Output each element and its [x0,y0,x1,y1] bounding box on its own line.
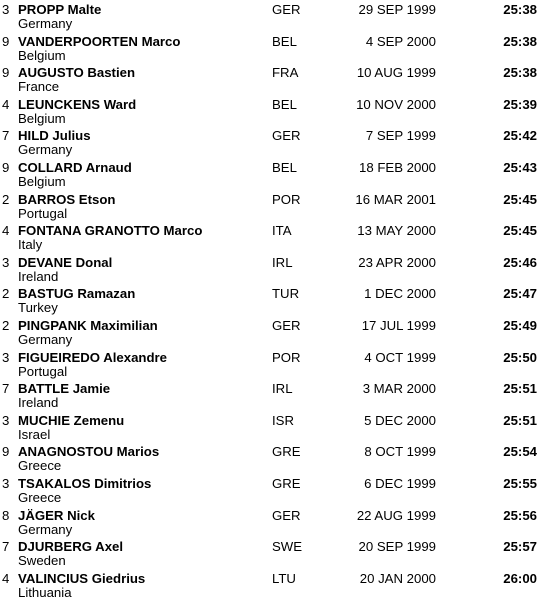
athlete-country: Israel [18,426,51,442]
bib-number: 9 [2,65,10,81]
nation-code: GRE [272,444,301,460]
bib-number: 7 [2,539,10,555]
result-time: 25:57 [503,539,537,555]
result-time: 25:51 [503,412,537,428]
result-row [0,444,560,476]
athlete-name: BASTUG Ramazan [18,286,136,302]
nation-code: GER [272,2,301,17]
athlete-country: Greece [18,458,62,474]
result-time: 25:43 [503,159,537,175]
date-of-birth: 23 APR 2000 [358,254,436,270]
athlete-name: BARROS Etson [18,191,116,207]
athlete-name: JÄGER Nick [18,507,95,523]
athlete-country: Ireland [18,268,59,284]
date-of-birth: 3 MAR 2000 [362,381,436,397]
athlete-name: DJURBERG Axel [18,539,124,555]
athlete-name: COLLARD Arnaud [18,159,132,175]
athlete-name: HILD Julius [18,128,91,144]
athlete-country: Lithuania [18,584,72,600]
result-row [0,381,560,413]
nation-code: BEL [272,96,297,112]
bib-number: 2 [2,317,10,333]
athlete-country: Germany [18,142,73,158]
date-of-birth: 10 AUG 1999 [356,65,436,81]
result-row [0,97,560,129]
result-time: 25:50 [503,349,537,365]
athlete-country: Sweden [18,553,66,569]
date-of-birth: 20 SEP 1999 [358,539,436,555]
bib-number: 4 [2,570,10,586]
date-of-birth: 29 SEP 1999 [358,2,436,17]
bib-number: 7 [2,381,10,397]
nation-code: FRA [272,65,299,81]
result-row [0,413,560,445]
date-of-birth: 13 MAY 2000 [357,223,436,239]
nation-code: IRL [272,254,293,270]
date-of-birth: 6 DEC 1999 [364,475,436,491]
result-time: 25:45 [503,223,537,239]
bib-number: 3 [2,412,10,428]
result-time: 25:39 [503,96,537,112]
date-of-birth: 22 AUG 1999 [356,507,436,523]
nation-code: LTU [272,570,296,586]
bib-number: 3 [2,349,10,365]
result-row [0,65,560,97]
athlete-name: FONTANA GRANOTTO Marco [18,223,203,239]
athlete-name: TSAKALOS Dimitrios [18,475,152,491]
nation-code: ISR [272,412,294,428]
bib-number: 9 [2,159,10,175]
athlete-country: Portugal [18,205,68,221]
date-of-birth: 20 JAN 2000 [359,570,436,586]
athlete-country: Germany [18,16,73,31]
athlete-country: Ireland [18,395,59,411]
athlete-country: Germany [18,331,73,347]
date-of-birth: 4 SEP 2000 [365,33,436,49]
date-of-birth: 18 FEB 2000 [359,159,436,175]
nation-code: POR [272,349,301,365]
nation-code: SWE [272,539,303,555]
result-time: 25:38 [503,65,537,81]
athlete-country: Belgium [18,173,66,189]
bib-number: 4 [2,223,10,239]
results-list [0,2,560,602]
bib-number: 9 [2,33,10,49]
result-time: 26:00 [503,570,537,586]
athlete-name: VALINCIUS Giedrius [18,570,146,586]
date-of-birth: 1 DEC 2000 [364,286,436,302]
athlete-name: LEUNCKENS Ward [18,96,137,112]
result-row [0,2,560,34]
result-time: 25:51 [503,381,537,397]
result-time: 25:46 [503,254,537,270]
result-time: 25:54 [503,444,537,460]
athlete-country: Portugal [18,363,68,379]
bib-number: 3 [2,254,10,270]
date-of-birth: 16 MAR 2001 [355,191,436,207]
nation-code: BEL [272,159,297,175]
nation-code: TUR [272,286,300,302]
result-row [0,34,560,66]
date-of-birth: 17 JUL 1999 [361,317,436,333]
athlete-name: PINGPANK Maximilian [18,317,158,333]
date-of-birth: 8 OCT 1999 [364,444,436,460]
athlete-country: Greece [18,489,62,505]
result-time: 25:38 [503,2,537,17]
nation-code: BEL [272,33,297,49]
nation-code: GER [272,317,301,333]
athlete-country: Italy [18,237,43,253]
date-of-birth: 7 SEP 1999 [365,128,436,144]
athlete-name: DEVANE Donal [18,254,113,270]
athlete-name: VANDERPOORTEN Marco [18,33,181,49]
result-row [0,128,560,160]
result-row [0,255,560,287]
athlete-country: Germany [18,521,73,537]
result-time: 25:49 [503,317,537,333]
result-time: 25:38 [503,33,537,49]
date-of-birth: 4 OCT 1999 [364,349,436,365]
date-of-birth: 5 DEC 2000 [364,412,436,428]
bib-number: 2 [2,191,10,207]
result-row [0,539,560,571]
result-row [0,318,560,350]
result-row [0,160,560,192]
athlete-name: MUCHIE Zemenu [18,412,125,428]
athlete-name: ANAGNOSTOU Marios [18,444,160,460]
bib-number: 8 [2,507,10,523]
result-row [0,223,560,255]
nation-code: GER [272,507,301,523]
date-of-birth: 10 NOV 2000 [356,96,436,112]
bib-number: 3 [2,475,10,491]
result-time: 25:47 [503,286,537,302]
athlete-country: Belgium [18,47,66,63]
athlete-country: Turkey [18,300,58,316]
result-row [0,192,560,224]
result-row [0,286,560,318]
result-time: 25:45 [503,191,537,207]
result-time: 25:55 [503,475,537,491]
bib-number: 7 [2,128,10,144]
nation-code: POR [272,191,301,207]
bib-number: 2 [2,286,10,302]
bib-number: 9 [2,444,10,460]
result-row [0,476,560,508]
result-row [0,350,560,382]
bib-number: 3 [2,2,10,17]
athlete-country: Belgium [18,110,66,126]
athlete-name: PROPP Malte [18,2,102,17]
athlete-name: FIGUEIREDO Alexandre [18,349,168,365]
athlete-name: AUGUSTO Bastien [18,65,136,81]
bib-number: 4 [2,96,10,112]
result-row [0,508,560,540]
result-time: 25:56 [503,507,537,523]
athlete-country: France [18,79,60,95]
nation-code: IRL [272,381,293,397]
result-time: 25:42 [503,128,537,144]
nation-code: GER [272,128,301,144]
nation-code: GRE [272,475,301,491]
result-row [0,571,560,602]
athlete-name: BATTLE Jamie [18,381,111,397]
nation-code: ITA [272,223,292,239]
